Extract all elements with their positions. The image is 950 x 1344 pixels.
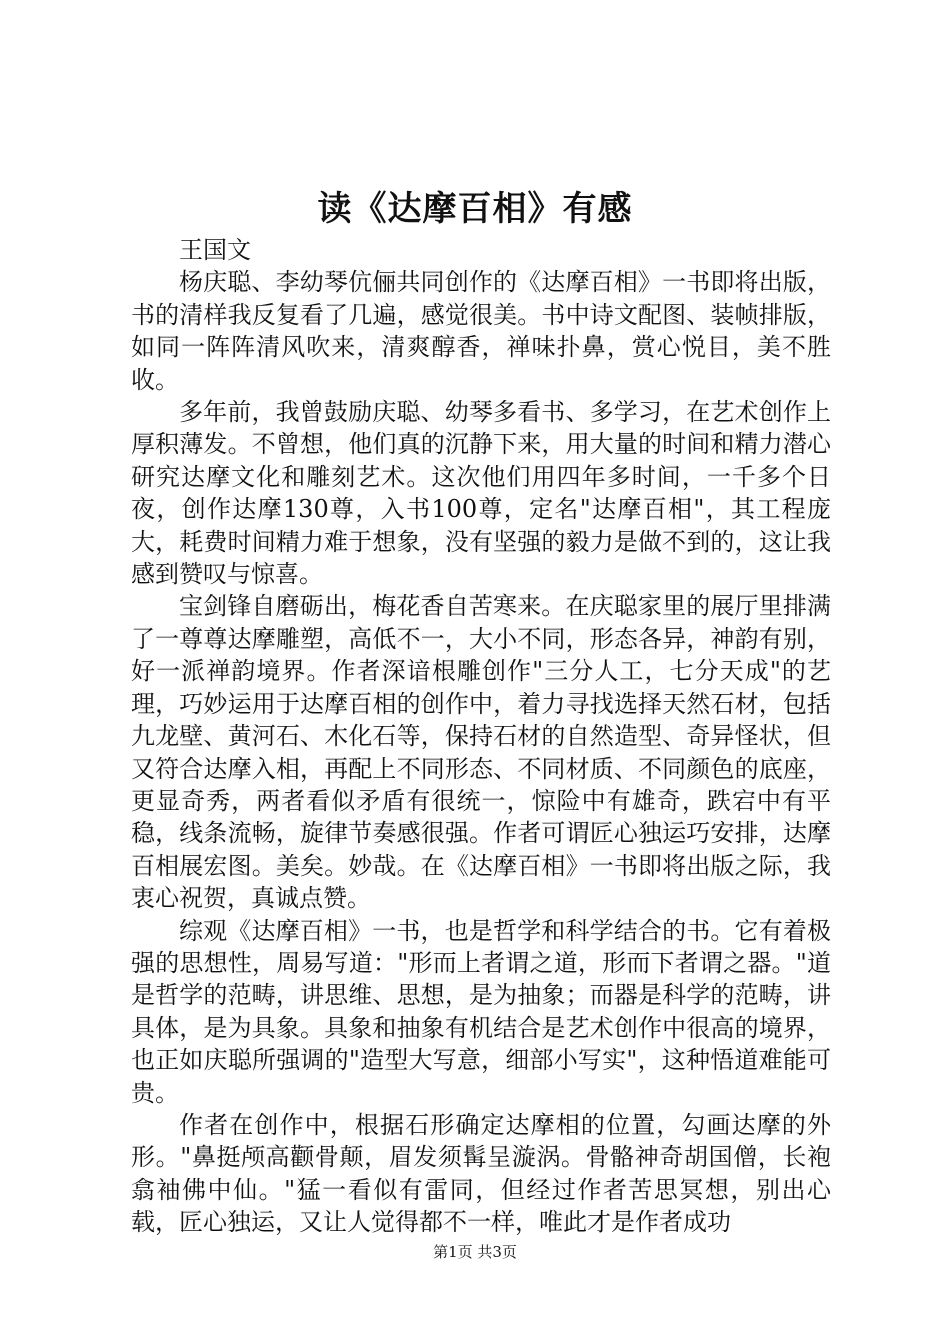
paragraph: 作者在创作中，根据石形确定达摩相的位置，勾画达摩的外形。"鼻挺颅高颧骨颠，眉发须髯呈漩涡。骨骼神奇胡国僧，长袍翕袖佛中仙。"猛一看似有雷同，但经过作者苦思冥想，别出心载，匠心独运，又让人觉得都不一样，唯此才是作者成功 bbox=[131, 1110, 831, 1237]
page-footer: 第1页 共3页 bbox=[433, 1243, 517, 1261]
author-name: 王国文 bbox=[179, 236, 251, 264]
article-body bbox=[131, 234, 831, 1239]
paragraph: 多年前，我曾鼓励庆聪、幼琴多看书、多学习，在艺术创作上厚积薄发。不曾想，他们真的沉静下来，用大量的时间和精力潜心研究达摩文化和雕刻艺术。这次他们用四年多时间，一千多个日夜，创作达摩130尊，入书100尊，定名"达摩百相"，其工程庞大，耗费时间精力难于想象，没有坚强的毅力是做不到的，这让我感到赞叹与惊喜。 bbox=[131, 398, 831, 589]
paragraph: 宝剑锋自磨砺出，梅花香自苦寒来。在庆聪家里的展厅里排满了一尊尊达摩雕塑，高低不一，大小不同，形态各异，神韵有别，好一派禅韵境界。作者深谙根雕创作"三分人工，七分天成"的艺理，巧妙运用于达摩百相的创作中，着力寻找选择天然石材，包括九龙壁、黄河石、木化石等，保持石材的自然造型、奇异怪状，但又符合达摩入相，再配上不同形态、不同材质、不同颜色的底座，更显奇秀，两者看似矛盾有很统一，惊险中有雄奇，跌宕中有平稳，线条流畅，旋律节奏感很强。作者可谓匠心独运巧安排，达摩百相展宏图。美矣。妙哉。在《达摩百相》一书即将出版之际，我衷心祝贺，真诚点赞。 bbox=[131, 592, 831, 913]
paragraph: 杨庆聪、李幼琴伉俪共同创作的《达摩百相》一书即将出版，书的清样我反复看了几遍，感觉很美。书中诗文配图、装帧排版，如同一阵阵清风吹来，清爽醇香，禅味扑鼻，赏心悦目，美不胜收。 bbox=[131, 268, 831, 394]
paragraph: 综观《达摩百相》一书，也是哲学和科学结合的书。它有着极强的思想性，周易写道："形而上者谓之道，形而下者谓之器。"道是哲学的范畴，讲思维、思想，是为抽象；而器是科学的范畴，讲具体，是为具象。具象和抽象有机结合是艺术创作中很高的境界，也正如庆聪所强调的"造型大写意，细部小写实"，这种悟道难能可贵。 bbox=[131, 916, 831, 1107]
page-title: 读《达摩百相》有感 bbox=[317, 189, 633, 229]
